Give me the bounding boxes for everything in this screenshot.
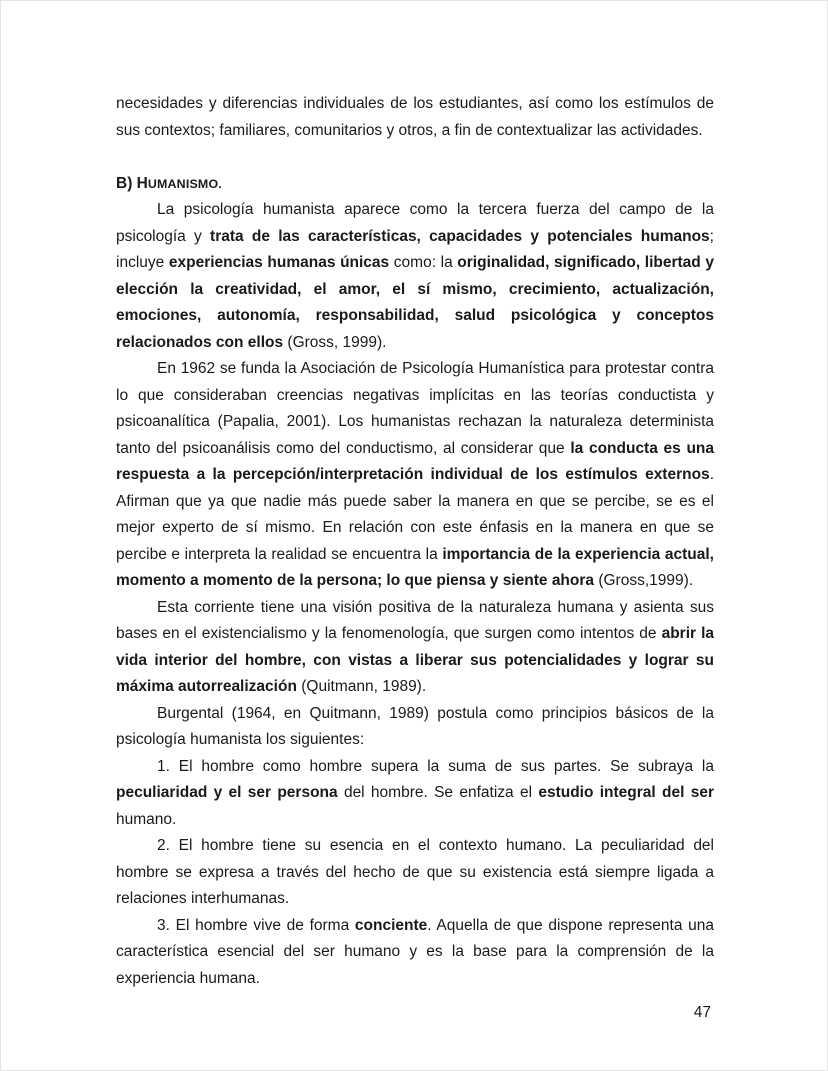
text-run: conciente (354, 916, 428, 934)
paragraph (116, 91, 714, 144)
paragraph (116, 833, 714, 913)
text-run: la conducta es una respuesta a la percepción/interpretación individual de los estímulos externos (116, 439, 714, 483)
text-run: peculiaridad y el ser persona (116, 784, 338, 801)
text-run: Esta corriente tiene una visión positiva de la naturaleza humana y asienta sus bases en el existencialismo y la fenomenología, que surgen como intentos de (116, 598, 714, 642)
text-run: humano. (116, 810, 177, 828)
text-run: La psicología humanista aparece como la tercera fuerza del campo de la psicología y (116, 201, 714, 245)
text-run: abrir la vida interior del hombre, con vistas a liberar sus potencialidades y lograr su máxima autorrealización (116, 625, 715, 695)
text-run: (Quitmann, 1989). (296, 678, 427, 695)
text-run: (Gross,1999). (594, 572, 694, 589)
paragraph (116, 754, 714, 834)
text-run: . Aquella de que dispone representa una característica esencial del ser humano y es la base para la comprensión de la experiencia humana. (116, 916, 714, 987)
text-run: En 1962 se funda la Asociación de Psicología Humanística para protestar contra lo que consideraban creencias negativas implícitas en las teorías conductista y psicoanalítica (Papalia, 2001). Los humanistas rechazan la naturaleza determinista tanto del psicoanálisis como del conductismo, al considerar que (116, 360, 714, 457)
text-run: 3. El hombre vive de forma (157, 916, 355, 934)
text-run: del hombre. Se enfatiza el (337, 784, 539, 801)
text-run: (Gross, 1999). (283, 333, 387, 351)
text-run: Burgental (1964, en Quitmann, 1989) postula como principios básicos de la psicología humanista los siguientes: (116, 704, 714, 748)
paragraph (116, 197, 714, 356)
text-run: originalidad, significado, libertad y elección la creatividad, el amor, el sí mismo, crecimiento, actualización, emociones, autonomía, responsabilidad, salud psicológica y conceptos relacionados con ellos (116, 254, 715, 351)
text-run: necesidades y diferencias individuales de los estudiantes, así como los estímulos de sus contextos; familiares, comunitarios y otros, a fin de contextualizar las actividades. (116, 95, 714, 139)
paragraph (116, 913, 714, 993)
text-run: UMANISMO. (147, 176, 222, 191)
text-run: . Afirman que ya que nadie más puede saber la manera en que se percibe, se es el mejor experto de sí mismo. En relación con este énfasis en la manera en que se percibe e interpreta la realidad se encuentra la (116, 466, 714, 563)
text-run: B) H (116, 174, 148, 192)
text-run: importancia de la experiencia actual, momento a momento de la persona; lo que piensa y siente ahora (116, 545, 714, 589)
paragraph (116, 595, 714, 701)
section-heading (116, 171, 714, 198)
text-run: ; incluye (116, 227, 714, 271)
text-run: como: la (389, 254, 458, 271)
text-run: experiencias humanas únicas (168, 254, 390, 271)
paragraph (116, 356, 714, 595)
document-body (116, 91, 714, 992)
text-run: 1. El hombre como hombre supera la suma de sus partes. Se subraya la (157, 757, 714, 775)
text-run: 2. El hombre tiene su esencia en el contexto humano. La peculiaridad del hombre se expresa a través del hecho de que su existencia está siempre ligada a relaciones interhumanas. (116, 837, 714, 907)
page-number: 47 (693, 1004, 711, 1021)
text-run: trata de las características, capacidades y potenciales humanos (210, 227, 710, 245)
paragraph (116, 701, 714, 754)
text-run: estudio integral del ser (538, 784, 715, 801)
